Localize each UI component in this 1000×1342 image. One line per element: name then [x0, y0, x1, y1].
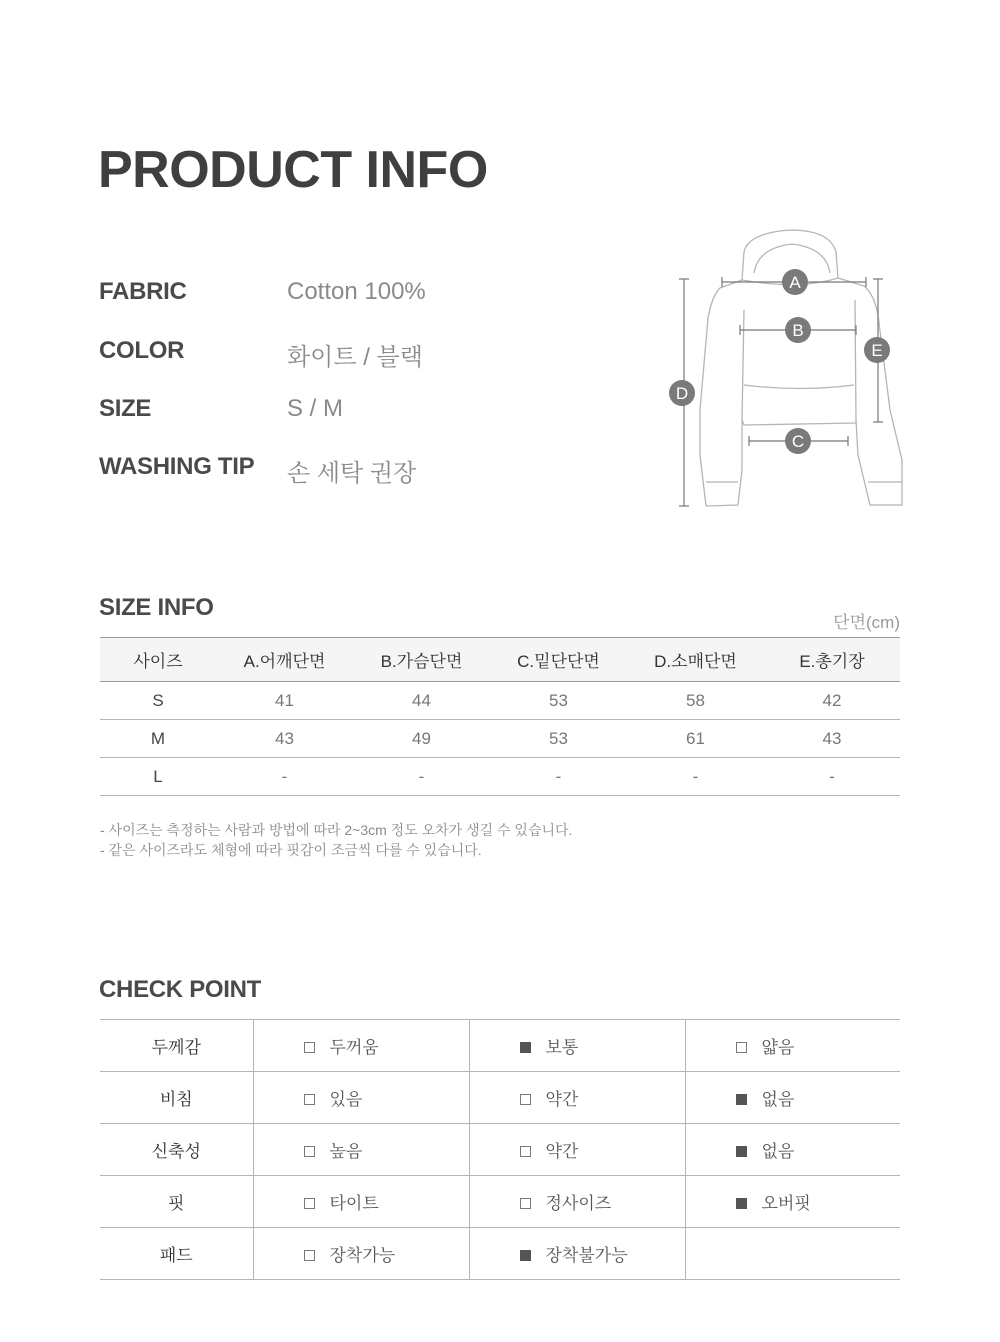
checkbox-icon — [304, 1198, 315, 1209]
check-option — [469, 1176, 685, 1228]
option-label: 얇음 — [761, 1038, 795, 1057]
check-row — [100, 1228, 900, 1280]
check-option — [469, 1228, 685, 1280]
table-cell: 44 — [353, 682, 490, 720]
check-row — [100, 1124, 900, 1176]
table-cell: - — [764, 758, 900, 796]
checkbox-icon — [736, 1094, 747, 1105]
table-cell: - — [627, 758, 764, 796]
table-cell: L — [100, 758, 216, 796]
marker-b — [785, 317, 811, 343]
table-cell: 53 — [490, 682, 627, 720]
spec-value: S / M — [287, 395, 344, 422]
check-category: 패드 — [100, 1228, 253, 1280]
size-note: - 사이즈는 측정하는 사람과 방법에 따라 2~3cm 정도 오차가 생길 수 있습니다. — [100, 822, 573, 838]
checkbox-icon — [520, 1094, 531, 1105]
marker-d — [669, 380, 695, 406]
check-row — [100, 1020, 900, 1072]
size-unit: 단면(cm) — [833, 613, 900, 632]
check-option — [685, 1072, 900, 1124]
header-cell: C.밑단단면 — [490, 638, 627, 682]
check-option — [685, 1020, 900, 1072]
table-cell: 43 — [216, 720, 353, 758]
table-cell: 53 — [490, 720, 627, 758]
spec-label: WASHING TIP — [99, 453, 255, 480]
check-option — [685, 1176, 900, 1228]
option-label: 없음 — [761, 1090, 795, 1109]
table-cell: S — [100, 682, 216, 720]
option-label: 두꺼움 — [329, 1038, 379, 1057]
option-label: 높음 — [329, 1142, 363, 1161]
option-label: 보통 — [545, 1038, 579, 1057]
spec-label: SIZE — [99, 395, 152, 422]
check-point-title: CHECK POINT — [99, 976, 262, 1003]
checkbox-icon — [304, 1042, 315, 1053]
checkbox-icon — [520, 1146, 531, 1157]
marker-e — [864, 337, 890, 363]
check-option — [469, 1072, 685, 1124]
checkbox-icon — [736, 1146, 747, 1157]
table-cell: 43 — [764, 720, 900, 758]
checkbox-icon — [304, 1094, 315, 1105]
check-option — [469, 1020, 685, 1072]
option-label: 약간 — [545, 1142, 579, 1161]
marker-b-label: B — [792, 321, 804, 340]
checkbox-icon — [736, 1198, 747, 1209]
spec-label: COLOR — [99, 337, 185, 364]
check-category: 핏 — [100, 1176, 253, 1228]
checkbox-icon — [520, 1198, 531, 1209]
spec-value: Cotton 100% — [287, 278, 426, 305]
page-title: PRODUCT INFO — [98, 141, 488, 199]
table-row — [100, 720, 900, 758]
check-row — [100, 1072, 900, 1124]
marker-c — [785, 428, 811, 454]
table-cell: 61 — [627, 720, 764, 758]
table-row — [100, 682, 900, 720]
checkbox-icon — [520, 1042, 531, 1053]
checkbox-icon — [304, 1146, 315, 1157]
marker-a — [782, 269, 808, 295]
check-option — [685, 1124, 900, 1176]
option-label: 타이트 — [329, 1194, 379, 1213]
hoodie-diagram — [660, 222, 910, 522]
size-info-title: SIZE INFO — [99, 594, 214, 621]
table-cell: - — [216, 758, 353, 796]
size-table — [100, 637, 900, 796]
table-row — [100, 758, 900, 796]
table-cell: 49 — [353, 720, 490, 758]
table-cell: - — [490, 758, 627, 796]
check-option — [253, 1072, 469, 1124]
size-note: - 같은 사이즈라도 체형에 따라 핏감이 조금씩 다를 수 있습니다. — [100, 842, 482, 858]
size-table-header — [100, 638, 900, 682]
check-option — [253, 1020, 469, 1072]
table-cell: M — [100, 720, 216, 758]
checkbox-icon — [520, 1250, 531, 1261]
check-option-empty — [685, 1228, 900, 1280]
option-label: 장착불가능 — [545, 1246, 628, 1265]
header-cell: A.어깨단면 — [216, 638, 353, 682]
option-label: 있음 — [329, 1090, 363, 1109]
check-row — [100, 1176, 900, 1228]
option-label: 정사이즈 — [545, 1194, 612, 1213]
marker-d-label: D — [675, 384, 689, 403]
check-option — [469, 1124, 685, 1176]
table-cell: 41 — [216, 682, 353, 720]
table-cell: - — [353, 758, 490, 796]
spec-value: 화이트 / 블랙 — [287, 344, 423, 371]
checkbox-icon — [304, 1250, 315, 1261]
marker-a-label: A — [789, 273, 801, 292]
header-cell: B.가슴단면 — [353, 638, 490, 682]
check-category: 신축성 — [100, 1124, 253, 1176]
option-label: 없음 — [761, 1142, 795, 1161]
check-category: 비침 — [100, 1072, 253, 1124]
marker-c-label: C — [791, 432, 805, 451]
check-option — [253, 1228, 469, 1280]
header-cell: D.소매단면 — [627, 638, 764, 682]
check-option — [253, 1176, 469, 1228]
header-cell: E.총기장 — [764, 638, 900, 682]
option-label: 약간 — [545, 1090, 579, 1109]
spec-label: FABRIC — [99, 278, 187, 305]
marker-e-label: E — [871, 341, 883, 360]
check-option — [253, 1124, 469, 1176]
table-cell: 58 — [627, 682, 764, 720]
option-label: 오버핏 — [761, 1194, 811, 1213]
spec-value: 손 세탁 권장 — [287, 460, 417, 487]
checkbox-icon — [736, 1042, 747, 1053]
header-cell: 사이즈 — [100, 638, 216, 682]
table-cell: 42 — [764, 682, 900, 720]
check-category: 두께감 — [100, 1020, 253, 1072]
option-label: 장착가능 — [329, 1246, 396, 1265]
check-point-table — [100, 1019, 900, 1280]
